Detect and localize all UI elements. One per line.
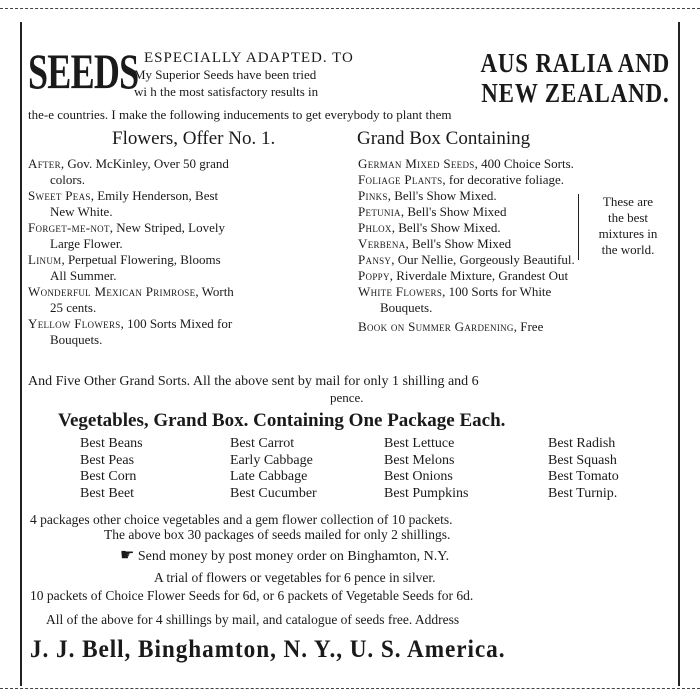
intro-line: the-e countries. I make the following inducements to get everybody to plant them: [28, 107, 452, 122]
bracket-note-line: mixtures in: [598, 226, 658, 241]
list-item: White Flowers, 100 Sorts for White: [358, 284, 552, 299]
ad-header: [24, 38, 674, 114]
list-item: German Mixed Seeds, 400 Choice Sorts.: [358, 156, 574, 171]
veg-item: Best Melons: [384, 452, 455, 468]
veg-column: [230, 436, 317, 502]
veg-column: [80, 436, 143, 502]
list-item-cont: All Summer.: [50, 268, 117, 283]
veg-item: Best Turnip.: [548, 485, 618, 501]
send-money-line: [120, 545, 449, 565]
veg-item: Best Lettuce: [384, 436, 455, 451]
trial-line: A trial of flowers or vegetables for 6 pence in silver.: [154, 570, 436, 585]
veg-column: [384, 436, 468, 502]
bottom-rule: [0, 688, 700, 689]
list-item: Pansy, Our Nellie, Gorgeously Beautiful.: [358, 252, 575, 267]
tried-line: My Superior Seeds have been tried: [134, 67, 317, 82]
list-item-cont: Bouquets.: [380, 300, 433, 315]
list-item: After, Gov. McKinley, Over 50 grand: [28, 156, 229, 171]
packets-line: 10 packets of Choice Flower Seeds for 6d, or 6 packets of Vegetable Seeds for 6d.: [30, 588, 474, 603]
list-item-cont: Large Flower.: [50, 236, 123, 251]
pointing-hand-icon: ☛: [120, 547, 135, 564]
bracket-note-line: These are: [602, 194, 654, 209]
list-item: Yellow Flowers, 100 Sorts Mixed for: [28, 316, 233, 331]
veg-item: Best Onions: [384, 469, 453, 484]
five-other-line: And Five Other Grand Sorts. All the above sent by mail for only 1 shilling and 6: [28, 374, 479, 389]
box-price-line: The above box 30 packages of seeds mailed for only 2 shillings.: [104, 527, 451, 542]
veg-item: Best Corn: [80, 469, 137, 484]
list-item-cont: New White.: [50, 204, 113, 219]
list-item: Linum, Perpetual Flowering, Blooms: [28, 252, 221, 267]
adapted-line: ESPECIALLY ADAPTED. TO: [144, 50, 354, 66]
veg-column: [548, 436, 619, 502]
bracket-note-line: the best: [607, 210, 649, 225]
list-item: Wonderful Mexican Primrose, Worth: [28, 284, 234, 299]
list-item: Book on Summer Gardening, Free: [358, 319, 544, 334]
packages-line: 4 packages other choice vegetables and a gem flower collection of 10 packets.: [30, 512, 453, 527]
list-item-cont: Bouquets.: [50, 332, 103, 347]
bracket-rule: [578, 194, 579, 260]
results-line: wi h the most satisfactory results in: [134, 84, 319, 99]
list-item: Petunia, Bell's Show Mixed: [358, 204, 507, 219]
grand-box-heading: Grand Box Containing: [357, 128, 531, 149]
list-item-cont: 25 cents.: [50, 300, 97, 315]
bracket-note: [584, 194, 672, 258]
list-item: Sweet Peas, Emily Henderson, Best: [28, 188, 219, 203]
flowers-list: [28, 156, 348, 348]
list-item: Phlox, Bell's Show Mixed.: [358, 220, 501, 235]
veg-item: Best Radish: [548, 436, 616, 451]
list-item: Forget-me-not, New Striped, Lovely: [28, 220, 225, 235]
list-item: Pinks, Bell's Show Mixed.: [358, 188, 497, 203]
flowers-heading: Flowers, Offer No. 1.: [112, 128, 276, 149]
veg-item: Best Carrot: [230, 436, 295, 451]
veg-item: Best Cucumber: [230, 485, 317, 501]
list-item-cont: colors.: [50, 172, 86, 187]
new-zealand-title: NEW ZEALAND.: [481, 78, 670, 108]
veg-item: Best Tomato: [548, 469, 619, 484]
australia-title: AUS RALIA AND: [480, 48, 670, 78]
list-item: Foliage Plants, for decorative foliage.: [358, 172, 565, 187]
five-other-cont: pence.: [330, 390, 364, 405]
all-above-line: All of the above for 4 shillings by mail, and catalogue of seeds free. Address: [46, 612, 460, 627]
vegetables-heading: Vegetables, Grand Box. Containing One Package Each.: [58, 410, 506, 431]
veg-item: Late Cabbage: [230, 469, 308, 484]
list-item: Poppy, Riverdale Mixture, Grandest Out: [358, 268, 569, 283]
veg-item: Best Squash: [548, 452, 617, 468]
top-rule: [0, 8, 700, 9]
bracket-note-line: the world.: [601, 242, 655, 257]
veg-item: Early Cabbage: [230, 452, 313, 468]
address-line: J. J. Bell, Binghamton, N. Y., U. S. America.: [30, 636, 506, 663]
list-item: Verbena, Bell's Show Mixed: [358, 236, 512, 251]
veg-item: Best Peas: [80, 452, 135, 468]
veg-item: Best Beans: [80, 436, 143, 451]
send-money-text: Send money by post money order on Binghamton, N.Y.: [137, 549, 450, 564]
seeds-title: SEEDS: [28, 43, 139, 99]
veg-item: Best Beet: [80, 485, 135, 501]
veg-item: Best Pumpkins: [384, 485, 469, 501]
